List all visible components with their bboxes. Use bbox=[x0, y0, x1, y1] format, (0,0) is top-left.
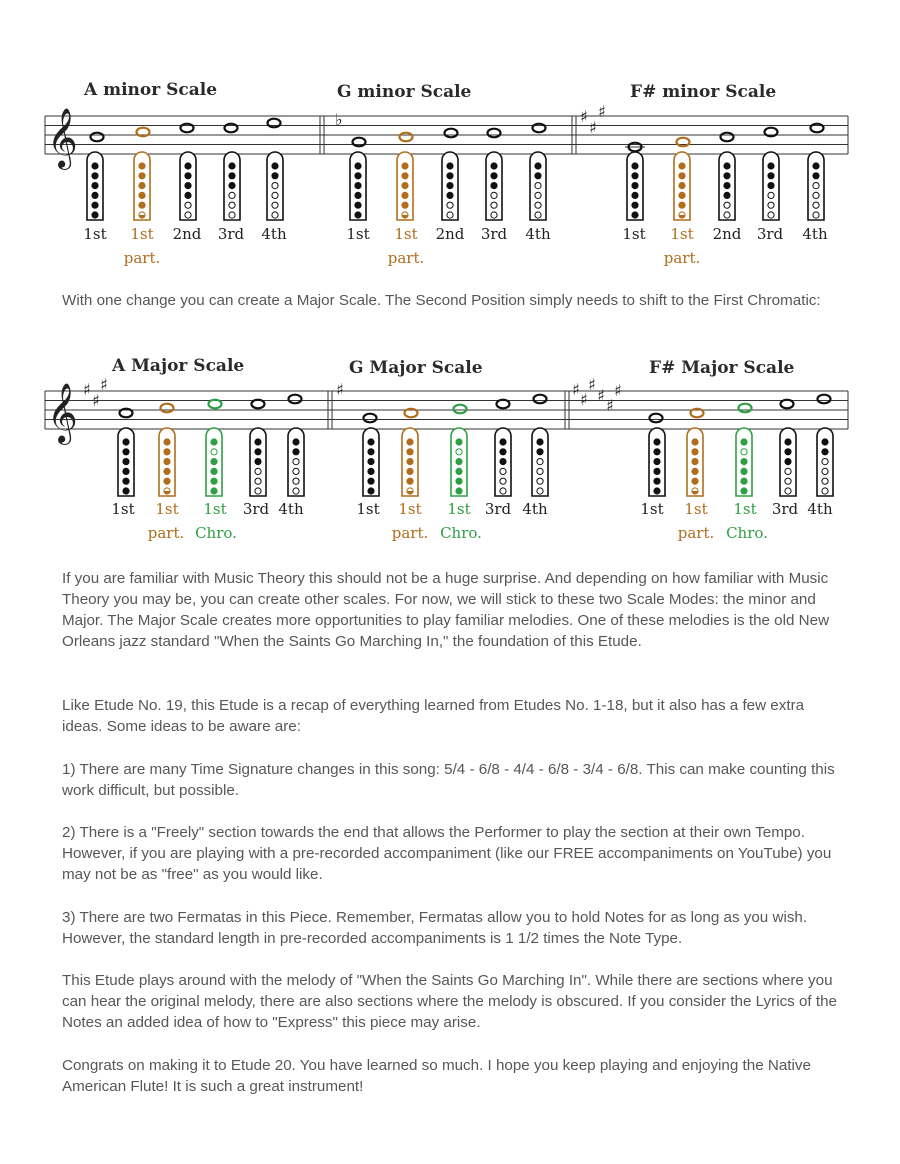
finger-hole-closed bbox=[402, 163, 408, 169]
finger-hole-closed bbox=[456, 459, 462, 465]
position-label: 1st bbox=[398, 500, 422, 518]
finger-hole-closed bbox=[813, 173, 819, 179]
scale-title-a-major: A Major Scale bbox=[112, 356, 245, 376]
finger-hole-open bbox=[822, 488, 828, 494]
finger-hole-closed bbox=[211, 468, 217, 474]
finger-hole-open bbox=[293, 478, 299, 484]
finger-hole-closed bbox=[164, 478, 170, 484]
finger-hole-closed bbox=[785, 439, 791, 445]
finger-hole-open bbox=[537, 468, 543, 474]
finger-hole-closed bbox=[211, 459, 217, 465]
finger-hole-closed bbox=[447, 163, 453, 169]
finger-hole-closed bbox=[407, 478, 413, 484]
key-signature-accidental: ♯ bbox=[336, 380, 344, 399]
finger-hole-closed bbox=[768, 173, 774, 179]
finger-hole-closed bbox=[632, 163, 638, 169]
sub-label-part: part. bbox=[677, 524, 715, 542]
finger-hole-closed bbox=[654, 468, 660, 474]
sub-label-chro: Chro. bbox=[726, 524, 768, 542]
position-label: 1st bbox=[394, 225, 418, 243]
finger-hole-closed bbox=[211, 488, 217, 494]
finger-hole-open bbox=[535, 192, 541, 198]
finger-hole-closed bbox=[211, 478, 217, 484]
finger-hole-closed bbox=[741, 459, 747, 465]
finger-hole-closed bbox=[456, 488, 462, 494]
finger-hole-open bbox=[537, 478, 543, 484]
finger-hole-closed bbox=[741, 468, 747, 474]
finger-hole-closed bbox=[654, 439, 660, 445]
finger-hole-closed bbox=[164, 449, 170, 455]
finger-hole-open bbox=[293, 459, 299, 465]
finger-hole-closed bbox=[139, 192, 145, 198]
finger-hole-closed bbox=[402, 183, 408, 189]
body-paragraph: Like Etude No. 19, this Etude is a recap of everything learned from Etudes No. 1-18, but it also has a few extra ideas. Some ideas to be aware are: bbox=[62, 697, 805, 735]
whole-note bbox=[454, 405, 467, 414]
whole-note bbox=[91, 133, 104, 142]
finger-hole-open bbox=[456, 449, 462, 455]
finger-hole-closed bbox=[92, 183, 98, 189]
finger-hole-closed bbox=[537, 449, 543, 455]
finger-hole-closed bbox=[768, 163, 774, 169]
intro-paragraph: With one change you can create a Major Scale. The Second Position simply needs to shift to the First Chromatic: bbox=[62, 292, 821, 309]
whole-note bbox=[534, 395, 547, 404]
finger-hole-open bbox=[272, 212, 278, 218]
finger-hole-open bbox=[293, 468, 299, 474]
finger-hole-closed bbox=[368, 459, 374, 465]
finger-hole-closed bbox=[456, 478, 462, 484]
finger-hole-closed bbox=[741, 488, 747, 494]
whole-note bbox=[488, 129, 501, 138]
finger-hole-closed bbox=[491, 173, 497, 179]
finger-hole-open bbox=[272, 183, 278, 189]
finger-hole-closed bbox=[447, 183, 453, 189]
position-label: 3rd bbox=[756, 225, 784, 243]
position-label: 1st bbox=[111, 500, 135, 518]
finger-hole-open bbox=[813, 202, 819, 208]
finger-hole-closed bbox=[500, 439, 506, 445]
position-label: 1st bbox=[356, 500, 380, 518]
finger-hole-closed bbox=[692, 449, 698, 455]
finger-hole-closed bbox=[229, 183, 235, 189]
sub-label-part: part. bbox=[147, 524, 185, 542]
finger-hole-open bbox=[822, 459, 828, 465]
finger-hole-closed bbox=[293, 439, 299, 445]
finger-hole-open bbox=[768, 212, 774, 218]
position-label: 4th bbox=[525, 225, 551, 243]
finger-hole-open bbox=[447, 202, 453, 208]
scale-title-g-minor: G minor Scale bbox=[337, 82, 472, 102]
finger-hole-closed bbox=[355, 192, 361, 198]
body-paragraph: If you are familiar with Music Theory this should not be a huge surprise. And depending on how familiar with Music Theory you may be, you can create other scales. For now, we will stick to these two Scale Modes: the minor and Major. The Major Scale creates more opportunities to play familiar melodies. One of these melodies is the old New Orleans jazz standard "When the Saints Go Marching In," the foundation of this Etude. bbox=[62, 570, 830, 650]
key-signature-accidental: ♯ bbox=[92, 391, 100, 410]
key-signature-accidental: ♯ bbox=[597, 386, 605, 405]
finger-hole-closed bbox=[139, 163, 145, 169]
key-signature-accidental: ♯ bbox=[83, 380, 91, 399]
finger-hole-closed bbox=[272, 163, 278, 169]
finger-hole-closed bbox=[229, 173, 235, 179]
position-label: 4th bbox=[802, 225, 828, 243]
position-label: 3rd bbox=[242, 500, 270, 518]
finger-hole-closed bbox=[632, 183, 638, 189]
finger-hole-open bbox=[229, 212, 235, 218]
finger-hole-closed bbox=[632, 192, 638, 198]
finger-hole-open bbox=[255, 478, 261, 484]
finger-hole-closed bbox=[123, 478, 129, 484]
finger-hole-closed bbox=[92, 202, 98, 208]
finger-hole-open bbox=[272, 192, 278, 198]
finger-hole-closed bbox=[355, 202, 361, 208]
finger-hole-closed bbox=[255, 449, 261, 455]
position-label: 1st bbox=[83, 225, 107, 243]
finger-hole-closed bbox=[164, 468, 170, 474]
finger-hole-closed bbox=[654, 478, 660, 484]
finger-hole-closed bbox=[355, 212, 361, 218]
whole-note bbox=[161, 404, 174, 413]
finger-hole-closed bbox=[407, 449, 413, 455]
finger-hole-closed bbox=[632, 212, 638, 218]
finger-hole-closed bbox=[491, 183, 497, 189]
finger-hole-open bbox=[724, 202, 730, 208]
finger-hole-open bbox=[272, 202, 278, 208]
body-paragraph: 1) There are many Time Signature changes in this song: 5/4 - 6/8 - 4/4 - 6/8 - 3/4 - 6/8. This can make counting this work difficult, but possible. bbox=[62, 761, 835, 799]
finger-hole-open bbox=[491, 192, 497, 198]
position-label: 1st bbox=[640, 500, 664, 518]
finger-hole-closed bbox=[724, 173, 730, 179]
finger-hole-closed bbox=[139, 202, 145, 208]
finger-hole-closed bbox=[255, 439, 261, 445]
key-signature-accidental: ♯ bbox=[580, 390, 588, 409]
position-label: 3rd bbox=[484, 500, 512, 518]
scale-title-fsharp-minor: F# minor Scale bbox=[630, 82, 777, 102]
position-label: 2nd bbox=[435, 225, 465, 243]
whole-note bbox=[811, 124, 824, 133]
finger-hole-open bbox=[185, 212, 191, 218]
finger-hole-closed bbox=[456, 468, 462, 474]
sub-label-part: part. bbox=[387, 249, 425, 267]
sub-label-part: part. bbox=[391, 524, 429, 542]
position-label: 2nd bbox=[712, 225, 742, 243]
body-paragraph: 2) There is a "Freely" section towards the end that allows the Performer to play the section at their own Tempo. However, if you are playing with a pre-recorded accompaniment (like our FREE accompaniments on YouTube) you may not be as "free" as you would like. bbox=[62, 824, 832, 883]
finger-hole-closed bbox=[185, 163, 191, 169]
finger-hole-closed bbox=[229, 163, 235, 169]
finger-hole-closed bbox=[139, 183, 145, 189]
scale-title-fsharp-major: F# Major Scale bbox=[649, 358, 795, 378]
finger-hole-open bbox=[537, 488, 543, 494]
finger-hole-closed bbox=[822, 449, 828, 455]
position-label: 1st bbox=[733, 500, 757, 518]
whole-note bbox=[268, 119, 281, 128]
finger-hole-closed bbox=[92, 192, 98, 198]
finger-hole-closed bbox=[402, 173, 408, 179]
key-signature-accidental: ♯ bbox=[589, 118, 597, 137]
treble-clef: 𝄞 bbox=[47, 108, 78, 168]
finger-hole-closed bbox=[724, 183, 730, 189]
finger-hole-closed bbox=[724, 163, 730, 169]
finger-hole-closed bbox=[123, 459, 129, 465]
key-signature-accidental: ♭ bbox=[335, 110, 343, 129]
key-signature-accidental: ♯ bbox=[580, 107, 588, 126]
key-signature-accidental: ♯ bbox=[606, 396, 614, 415]
scale-title-a-minor: A minor Scale bbox=[84, 80, 218, 100]
finger-hole-closed bbox=[368, 439, 374, 445]
finger-hole-open bbox=[229, 192, 235, 198]
finger-hole-closed bbox=[822, 439, 828, 445]
finger-hole-open bbox=[255, 488, 261, 494]
finger-hole-open bbox=[813, 212, 819, 218]
finger-hole-closed bbox=[407, 439, 413, 445]
key-signature-accidental: ♯ bbox=[598, 102, 606, 121]
finger-hole-closed bbox=[679, 183, 685, 189]
sub-label-chro: Chro. bbox=[440, 524, 482, 542]
finger-hole-open bbox=[785, 468, 791, 474]
finger-hole-closed bbox=[92, 212, 98, 218]
finger-hole-closed bbox=[679, 163, 685, 169]
finger-hole-open bbox=[741, 449, 747, 455]
finger-hole-closed bbox=[355, 183, 361, 189]
finger-hole-open bbox=[724, 212, 730, 218]
finger-hole-closed bbox=[632, 173, 638, 179]
finger-hole-closed bbox=[692, 439, 698, 445]
whole-note bbox=[677, 138, 690, 147]
finger-hole-closed bbox=[654, 449, 660, 455]
finger-hole-closed bbox=[368, 488, 374, 494]
position-label: 4th bbox=[807, 500, 833, 518]
position-label: 1st bbox=[622, 225, 646, 243]
finger-hole-open bbox=[785, 488, 791, 494]
position-label: 2nd bbox=[172, 225, 202, 243]
position-label: 3rd bbox=[217, 225, 245, 243]
sub-label-part: part. bbox=[663, 249, 701, 267]
finger-hole-closed bbox=[123, 488, 129, 494]
finger-hole-closed bbox=[139, 173, 145, 179]
finger-hole-closed bbox=[293, 449, 299, 455]
finger-hole-closed bbox=[447, 173, 453, 179]
whole-note bbox=[289, 395, 302, 404]
finger-hole-open bbox=[813, 192, 819, 198]
finger-hole-open bbox=[537, 459, 543, 465]
finger-hole-closed bbox=[679, 173, 685, 179]
key-signature-accidental: ♯ bbox=[614, 381, 622, 400]
position-label: 3rd bbox=[480, 225, 508, 243]
finger-hole-open bbox=[229, 202, 235, 208]
finger-hole-closed bbox=[535, 173, 541, 179]
key-signature-accidental: ♯ bbox=[572, 380, 580, 399]
whole-note bbox=[533, 124, 546, 133]
finger-hole-closed bbox=[355, 173, 361, 179]
whole-note bbox=[364, 414, 377, 423]
finger-hole-open bbox=[500, 478, 506, 484]
finger-hole-closed bbox=[491, 163, 497, 169]
finger-hole-closed bbox=[123, 449, 129, 455]
sub-label-part: part. bbox=[123, 249, 161, 267]
major-staff-notation bbox=[0, 276, 900, 506]
finger-hole-open bbox=[491, 212, 497, 218]
position-label: 1st bbox=[203, 500, 227, 518]
finger-hole-open bbox=[768, 192, 774, 198]
finger-hole-open bbox=[447, 212, 453, 218]
finger-hole-open bbox=[535, 212, 541, 218]
finger-hole-closed bbox=[785, 459, 791, 465]
finger-hole-closed bbox=[185, 173, 191, 179]
whole-note bbox=[181, 124, 194, 133]
finger-hole-closed bbox=[768, 183, 774, 189]
finger-hole-closed bbox=[679, 202, 685, 208]
whole-note bbox=[818, 395, 831, 404]
finger-hole-open bbox=[293, 488, 299, 494]
finger-hole-closed bbox=[123, 468, 129, 474]
finger-hole-closed bbox=[211, 439, 217, 445]
whole-note bbox=[650, 414, 663, 423]
finger-hole-closed bbox=[654, 459, 660, 465]
position-label: 1st bbox=[130, 225, 154, 243]
finger-hole-open bbox=[785, 478, 791, 484]
finger-hole-open bbox=[822, 478, 828, 484]
finger-hole-open bbox=[255, 468, 261, 474]
finger-hole-closed bbox=[456, 439, 462, 445]
finger-hole-closed bbox=[500, 459, 506, 465]
finger-hole-closed bbox=[185, 192, 191, 198]
body-paragraph: 3) There are two Fermatas in this Piece. Remember, Fermatas allow you to hold Notes for as long as you wish. However, the standard length in pre-recorded accompaniments is 1 1/2 times the Note Type. bbox=[62, 909, 808, 947]
finger-hole-closed bbox=[692, 468, 698, 474]
position-label: 1st bbox=[346, 225, 370, 243]
finger-hole-open bbox=[535, 202, 541, 208]
sub-label-chro: Chro. bbox=[195, 524, 237, 542]
finger-hole-closed bbox=[654, 488, 660, 494]
position-label: 1st bbox=[684, 500, 708, 518]
finger-hole-closed bbox=[92, 163, 98, 169]
finger-hole-closed bbox=[741, 439, 747, 445]
finger-hole-closed bbox=[537, 439, 543, 445]
finger-hole-open bbox=[185, 202, 191, 208]
whole-note bbox=[225, 124, 238, 133]
body-paragraph: Congrats on making it to Etude 20. You have learned so much. I hope you keep playing and enjoying the Native American Flute! It is such a great instrument! bbox=[62, 1057, 811, 1095]
position-label: 1st bbox=[155, 500, 179, 518]
position-label: 3rd bbox=[771, 500, 799, 518]
minor-staff-notation bbox=[0, 0, 900, 230]
key-signature-accidental: ♯ bbox=[588, 375, 596, 394]
finger-hole-closed bbox=[123, 439, 129, 445]
finger-hole-closed bbox=[255, 459, 261, 465]
body-paragraph: This Etude plays around with the melody of "When the Saints Go Marching In". While there are sections where you can hear the original melody, there are also sections where the melody is obscured. If you consider the Lyrics of the Notes an added idea of how to "Express" this piece may arise. bbox=[62, 972, 837, 1031]
finger-hole-open bbox=[211, 449, 217, 455]
finger-hole-closed bbox=[692, 478, 698, 484]
finger-hole-closed bbox=[368, 468, 374, 474]
treble-clef: 𝄞 bbox=[47, 383, 78, 443]
finger-hole-open bbox=[500, 488, 506, 494]
finger-hole-closed bbox=[92, 173, 98, 179]
whole-note bbox=[400, 133, 413, 142]
finger-hole-closed bbox=[447, 192, 453, 198]
finger-hole-closed bbox=[164, 439, 170, 445]
finger-hole-closed bbox=[402, 202, 408, 208]
scale-title-g-major: G Major Scale bbox=[349, 358, 483, 378]
position-label: 4th bbox=[261, 225, 287, 243]
major-staff-row bbox=[0, 276, 900, 476]
finger-hole-closed bbox=[407, 459, 413, 465]
finger-hole-closed bbox=[785, 449, 791, 455]
position-label: 4th bbox=[522, 500, 548, 518]
whole-note bbox=[721, 133, 734, 142]
position-label: 1st bbox=[447, 500, 471, 518]
whole-note bbox=[353, 138, 366, 147]
key-signature-accidental: ♯ bbox=[100, 375, 108, 394]
finger-hole-closed bbox=[368, 478, 374, 484]
finger-hole-closed bbox=[724, 192, 730, 198]
finger-hole-closed bbox=[402, 192, 408, 198]
finger-hole-closed bbox=[632, 202, 638, 208]
finger-hole-open bbox=[768, 202, 774, 208]
finger-hole-closed bbox=[185, 183, 191, 189]
finger-hole-closed bbox=[692, 459, 698, 465]
finger-hole-closed bbox=[813, 163, 819, 169]
finger-hole-open bbox=[491, 202, 497, 208]
finger-hole-closed bbox=[407, 468, 413, 474]
finger-hole-closed bbox=[679, 192, 685, 198]
finger-hole-closed bbox=[272, 173, 278, 179]
finger-hole-open bbox=[813, 183, 819, 189]
whole-note bbox=[739, 404, 752, 413]
position-label: 1st bbox=[670, 225, 694, 243]
finger-hole-closed bbox=[535, 163, 541, 169]
minor-staff-row bbox=[0, 0, 900, 200]
finger-hole-open bbox=[535, 183, 541, 189]
finger-hole-closed bbox=[500, 449, 506, 455]
position-label: 4th bbox=[278, 500, 304, 518]
finger-hole-closed bbox=[741, 478, 747, 484]
finger-hole-closed bbox=[164, 459, 170, 465]
finger-hole-closed bbox=[368, 449, 374, 455]
finger-hole-open bbox=[500, 468, 506, 474]
finger-hole-closed bbox=[355, 163, 361, 169]
finger-hole-open bbox=[822, 468, 828, 474]
major-position-labels bbox=[0, 500, 900, 560]
whole-note bbox=[445, 129, 458, 138]
